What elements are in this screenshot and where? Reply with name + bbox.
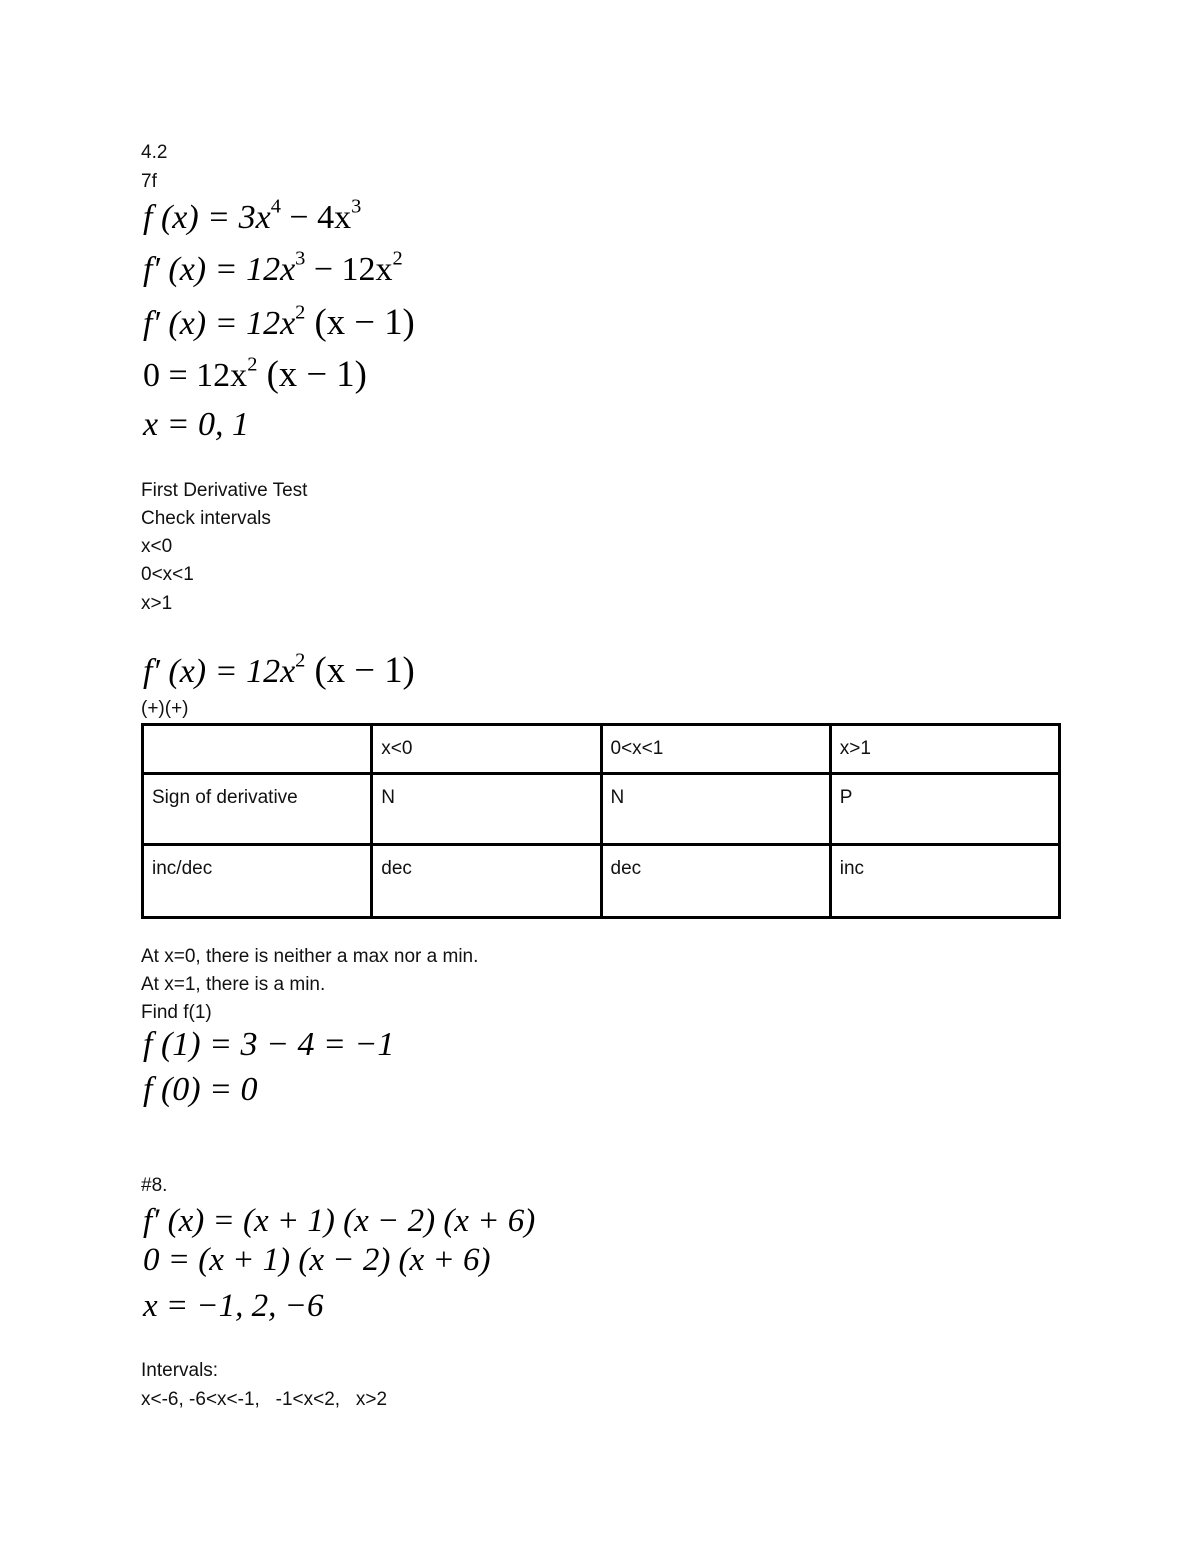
equation8-critical-points: x = −1, 2, −6 <box>143 1288 324 1324</box>
table-cell: Sign of derivative <box>143 774 372 845</box>
table-cell: N <box>372 774 601 845</box>
table-cell: x>1 <box>830 725 1059 774</box>
table-cell: x<0 <box>372 725 601 774</box>
conclusion-line: Find f(1) <box>141 1002 212 1023</box>
table-header-row <box>143 725 1060 774</box>
table-cell: P <box>830 774 1059 845</box>
equation8-zero: 0 = (x + 1) (x − 2) (x + 6) <box>143 1242 491 1278</box>
test-title: First Derivative Test <box>141 480 308 501</box>
table-cell: inc/dec <box>143 845 372 918</box>
table-cell: inc <box>830 845 1059 918</box>
equation8-f-prime: f′ (x) = (x + 1) (x − 2) (x + 6) <box>143 1203 536 1239</box>
problem-label: 7f <box>141 171 157 192</box>
conclusion-line: At x=0, there is neither a max nor a min. <box>141 946 479 967</box>
equation-f-of-0: f (0) = 0 <box>143 1071 258 1108</box>
table-cell: 0<x<1 <box>601 725 830 774</box>
intervals-label: Intervals: <box>141 1360 219 1381</box>
table-cell: N <box>601 774 830 845</box>
interval-item: x>1 <box>141 593 173 614</box>
sign-note: (+)(+) <box>141 698 189 719</box>
section-number: 4.2 <box>141 142 168 163</box>
conclusion-line: At x=1, there is a min. <box>141 974 326 995</box>
table-row <box>143 774 1060 845</box>
table-cell: dec <box>372 845 601 918</box>
problem8-label: #8. <box>141 1175 168 1196</box>
equation-critical-points: x = 0, 1 <box>143 406 250 443</box>
table-cell <box>143 725 372 774</box>
table-cell: dec <box>601 845 830 918</box>
equation-f: f $(x) = 3x^4 - 4x^3$ <box>143 195 362 236</box>
sign-table <box>141 723 1061 919</box>
equation-f-of-1: f (1) = 3 − 4 = −1 <box>143 1026 395 1063</box>
check-intervals-label: Check intervals <box>141 508 271 529</box>
intervals-list: x<-6, -6<x<-1, -1<x<2, x>2 <box>141 1389 388 1410</box>
equation-f-prime: f′ $(x) = 12x^3 - 12x^2$ <box>143 247 403 288</box>
interval-item: 0<x<1 <box>141 564 194 585</box>
interval-item: x<0 <box>141 536 173 557</box>
table-row <box>143 845 1060 918</box>
equation-derivative: f′ $(x) = 12x^2$ (x − 1) <box>143 649 415 690</box>
equation-zero: $0 = 12x^2$ (x − 1) <box>143 353 367 394</box>
equation-f-prime-factored: f′ $(x) = 12x^2$ (x − 1) <box>143 301 415 342</box>
